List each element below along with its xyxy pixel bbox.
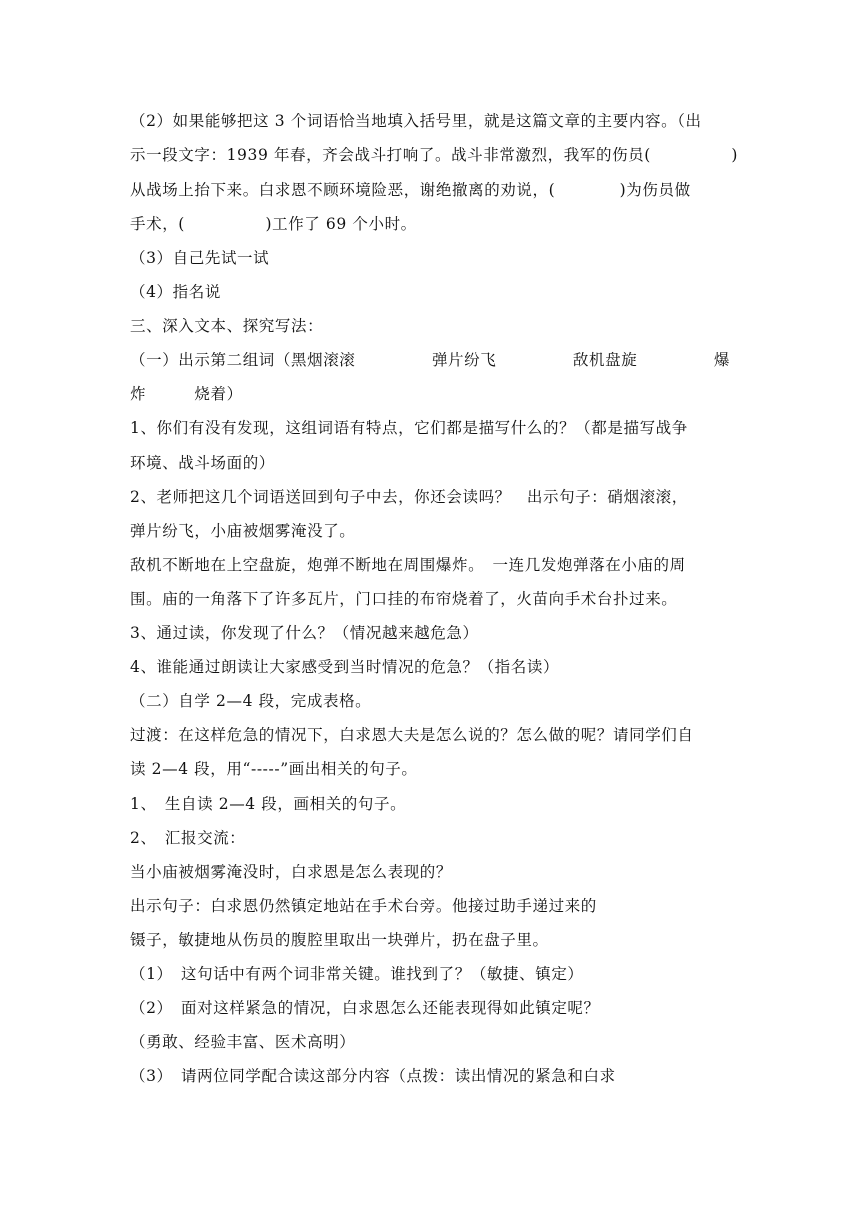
text-line: 弹片纷飞，小庙被烟雾淹没了。 [130,522,356,540]
text-line: 镊子，敏捷地从伤员的腹腔里取出一块弹片，扔在盘子里。 [130,931,549,949]
text-line: 出示句子：白求恩仍然镇定地站在手术台旁。他接过助手递过来的 [130,897,597,915]
text-line: 当小庙被烟雾淹没时，白求恩是怎么表现的？ [130,863,453,881]
text-line: （4）指名说 [130,283,221,301]
text-line: （3）自己先试一试 [130,249,270,267]
text-line: 4、谁能通过朗读让大家感受到当时情况的危急？（指名读） [130,658,560,676]
text-line: 炸 烧着） [130,385,243,403]
text-line: 过渡：在这样危急的情况下，白求恩大夫是怎么说的？怎么做的呢？请同学们自 [130,726,694,744]
text-line: 围。庙的一角落下了许多瓦片，门口挂的布帘烧着了，火苗向手术台扑过来。 [130,590,678,608]
word-group-part: 爆 [713,351,730,369]
text-line: 1、 生自读 2—4 段，画相关的句子。 [130,795,407,813]
text-line: （2） 面对这样紧急的情况，白求恩怎么还能表现得如此镇定呢？ [130,999,600,1017]
text-line: （勇敢、经验丰富、医术高明） [130,1033,356,1051]
text-line: （3） 请两位同学配合读这部分内容（点拨：读出情况的紧急和白求 [130,1067,616,1085]
text-line: 从战场上抬下来。白求恩不顾环境险恶，谢绝撤离的劝说，( )为伤员做 [130,181,691,199]
text-line: （2）如果能够把这 3 个词语恰当地填入括号里，就是这篇文章的主要内容。（出 [130,112,702,130]
text-line: 手术，( )工作了 69 个小时。 [130,215,417,233]
word-group-part: 敌机盘旋 [572,351,638,369]
text-line: （二）自学 2—4 段，完成表格。 [130,692,372,710]
text-line: 2、 汇报交流： [130,829,246,847]
text-line: 环境、战斗场面的） [130,454,275,472]
text-line: 示一段文字：1939 年春，齐会战斗打响了。战斗非常激烈，我军的伤员( ) [130,146,739,164]
word-group-part: （一）出示第二组词（黑烟滚滚 [130,351,356,369]
text-line: 读 2—4 段，用“-----”画出相关的句子。 [130,760,418,778]
text-line: 2、老师把这几个词语送回到句子中去，你还会读吗？ 出示句子：硝烟滚滚， [130,488,688,506]
text-line: 3、通过读，你发现了什么？（情况越来越危急） [130,624,479,642]
text-line: 1、你们有没有发现，这组词语有特点，它们都是描写什么的？（都是描写战争 [130,419,688,437]
text-line: （1） 这句话中有两个词非常关键。谁找到了？（敏捷、镇定） [130,965,584,983]
word-group-line [130,350,730,370]
section-heading: 三、深入文本、探究写法： [130,317,324,335]
text-line: 敌机不断地在上空盘旋，炮弹不断地在周围爆炸。 一连几发炮弹落在小庙的周 [130,556,686,574]
word-group-part: 弹片纷飞 [431,351,497,369]
